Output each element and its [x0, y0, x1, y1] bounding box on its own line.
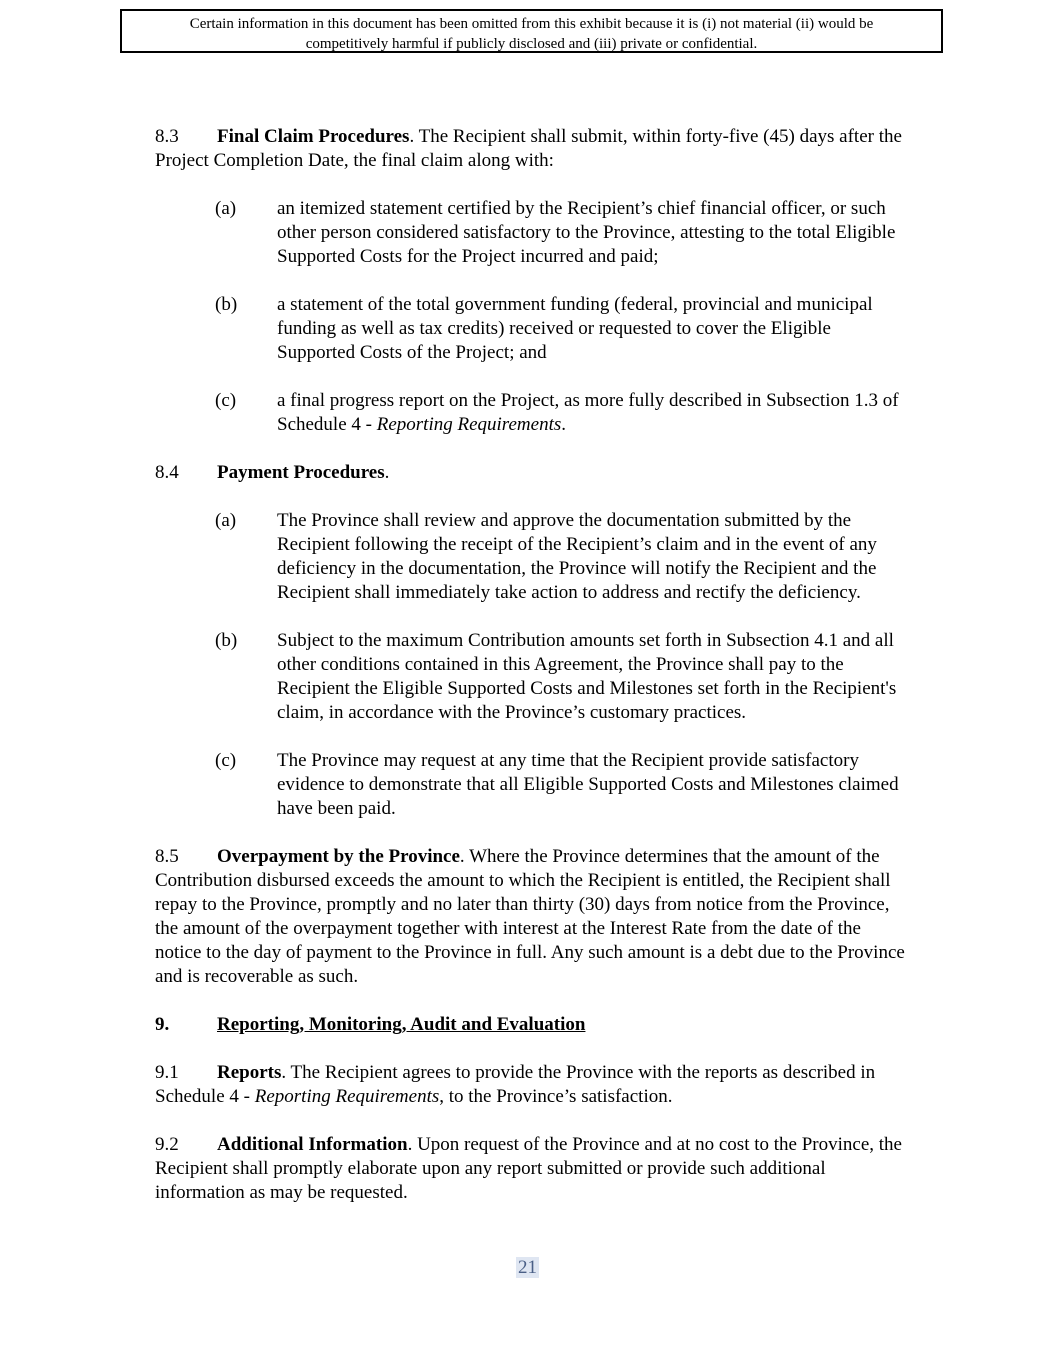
section-number: 8.3: [155, 126, 179, 147]
section-text: .: [384, 462, 390, 483]
section-title: Additional Information: [217, 1134, 408, 1155]
notice-line-1: Certain information in this document has been omitted from this exhibit because it is (i) not material (ii) would be: [189, 16, 874, 32]
clause-text: Subject to the maximum Contribution amounts set forth in Subsection 4.1 and all other conditions contained in this Agreement, the Province shall pay to the Recipient the Eligible Supported Costs and Milestones set forth in the Recipient's claim, in accordance with the Province’s customary practices.: [277, 630, 897, 723]
section-8-5: [155, 845, 905, 989]
clause-italic-ref: Reporting Requirements: [376, 414, 562, 435]
clause-text: a final progress report on the Project, as more fully described in Subsection 1.3 of Schedule 4 -: [277, 390, 899, 435]
clause-label: (a): [215, 510, 237, 531]
section-number: 9.1: [155, 1062, 179, 1083]
clause-8-4-c: [155, 749, 905, 821]
notice-line-2: competitively harmful if publicly disclosed and (iii) private or confidential.: [305, 36, 758, 52]
section-text: . Upon request of the Province and at no cost to the Province, the Recipient shall promptly elaborate upon any report submitted or provide such additional information as may be requested.: [155, 1134, 902, 1203]
document-body: [155, 125, 905, 1229]
clause-8-3-c: [155, 389, 905, 437]
confidentiality-notice: [120, 9, 943, 53]
clause-text: a statement of the total government funding (federal, provincial and municipal funding as well as tax credits) received or requested to cover the Eligible Supported Costs of the Project; and: [277, 294, 873, 363]
section-title: Final Claim Procedures: [217, 126, 410, 147]
section-9-2: [155, 1133, 905, 1205]
section-text-end: , to the Province’s satisfaction.: [439, 1086, 673, 1107]
section-number: 9.: [155, 1014, 170, 1035]
section-number: 8.5: [155, 846, 179, 867]
section-8-3: [155, 125, 905, 173]
section-title: Reports: [217, 1062, 282, 1083]
section-number: 9.2: [155, 1134, 179, 1155]
clause-8-3-a: [155, 197, 905, 269]
clause-label: (c): [215, 390, 237, 411]
clause-8-3-b: [155, 293, 905, 365]
page-number-value: 21: [518, 1257, 537, 1278]
clause-label: (b): [215, 294, 238, 315]
clause-text: an itemized statement certified by the Recipient’s chief financial officer, or such other person considered satisfactory to the Province, attesting to the total Eligible Supported Costs for the Project incurred and paid;: [277, 198, 896, 267]
page-number: [0, 1256, 1055, 1280]
clause-label: (b): [215, 630, 238, 651]
section-number: 8.4: [155, 462, 179, 483]
clause-text-end: .: [561, 414, 566, 435]
section-text: . The Recipient shall submit, within forty-five (45) days after the Project Completion Date, the final claim along with:: [155, 126, 902, 171]
section-text: . The Recipient agrees to provide the Province with the reports as described in Schedule 4 -: [155, 1062, 876, 1107]
section-italic-ref: Reporting Requirements: [254, 1086, 440, 1107]
section-9-heading: [155, 1013, 905, 1037]
clause-text: The Province shall review and approve the documentation submitted by the Recipient following the receipt of the Recipient’s claim and in the event of any deficiency in the documentation, the Province will notify the Recipient and the Recipient shall immediately take action to address and rectify the deficiency.: [277, 510, 877, 603]
clause-label: (a): [215, 198, 237, 219]
clause-8-4-b: [155, 629, 905, 725]
clause-text: The Province may request at any time that the Recipient provide satisfactory evidence to demonstrate that all Eligible Supported Costs and Milestones claimed have been paid.: [277, 750, 899, 819]
section-8-4: [155, 461, 905, 485]
clause-8-4-a: [155, 509, 905, 605]
clause-label: (c): [215, 750, 237, 771]
section-title: Reporting, Monitoring, Audit and Evaluation: [217, 1014, 586, 1035]
section-text: . Where the Province determines that the amount of the Contribution disbursed exceeds the amount to which the Recipient is entitled, the Recipient shall repay to the Province, promptly and no later than thirty (30) days from notice from the Province, the amount of the overpayment together with interest at the Interest Rate from the date of the notice to the day of payment to the Province in full. Any such amount is a debt due to the Province and is recoverable as such.: [155, 846, 905, 987]
section-9-1: [155, 1061, 905, 1109]
section-title: Overpayment by the Province: [217, 846, 460, 867]
section-title: Payment Procedures: [217, 462, 385, 483]
